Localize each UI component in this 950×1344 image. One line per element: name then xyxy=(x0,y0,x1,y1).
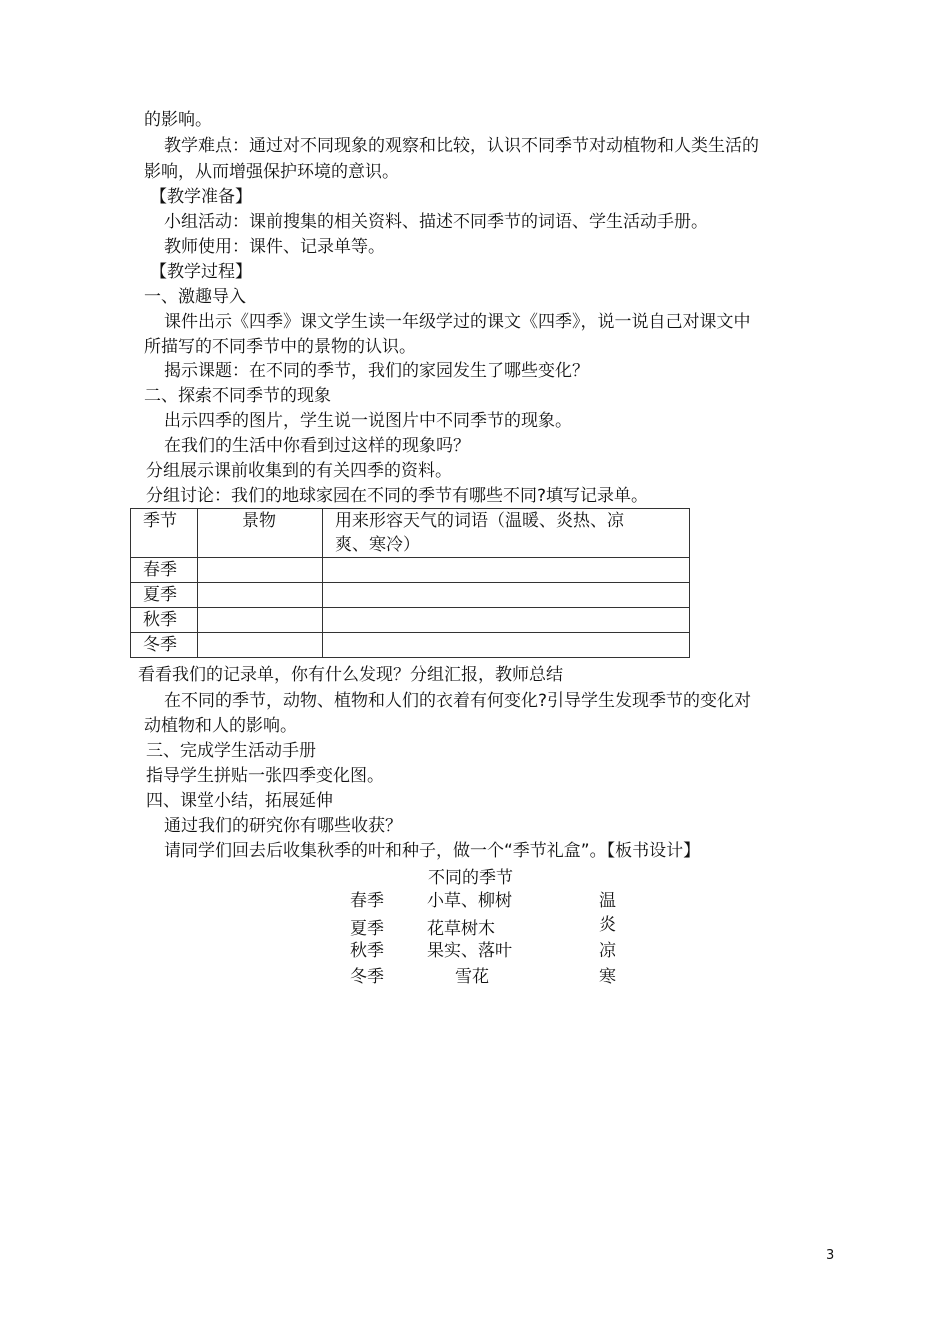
table-cell-season: 夏季 xyxy=(131,583,198,608)
table-cell-scenery xyxy=(198,583,323,608)
step-2-line-1: 出示四季的图片，学生说一说图片中不同季节的现象。 xyxy=(164,411,572,431)
table-row xyxy=(131,633,690,658)
step-2-heading: 二、探索不同季节的现象 xyxy=(144,386,331,406)
table-cell-weather xyxy=(323,633,690,658)
step-3-line-1: 指导学生拼贴一张四季变化图。 xyxy=(146,766,384,786)
board-scene: 果实、落叶 xyxy=(427,941,512,961)
board-scene: 花草树木 xyxy=(427,919,495,939)
preparation-line-2: 教师使用：课件、记录单等。 xyxy=(164,237,385,257)
section-heading-preparation: 【教学准备】 xyxy=(150,187,252,207)
step-1-heading: 一、激趣导入 xyxy=(144,287,246,307)
preparation-line-1: 小组活动：课前搜集的相关资料、描述不同季节的词语、学生活动手册。 xyxy=(164,212,708,232)
header-weather-words-line-1: 用来形容天气的词语（温暖、炎热、凉 xyxy=(335,511,624,531)
board-season: 春季 xyxy=(350,891,384,911)
table-row xyxy=(131,583,690,608)
step-4-line-1: 通过我们的研究你有哪些收获？ xyxy=(164,816,402,836)
table-cell-scenery xyxy=(198,608,323,633)
step-4-line-2: 请同学们回去后收集秋季的叶和种子，做一个“季节礼盒”。【板书设计】 xyxy=(164,841,701,861)
board-title: 不同的季节 xyxy=(428,868,513,888)
board-scene: 雪花 xyxy=(455,967,489,987)
table-row xyxy=(131,558,690,583)
table-cell-season: 冬季 xyxy=(131,633,198,658)
difficulty-line-2: 影响，从而增强保护环境的意识。 xyxy=(144,162,399,182)
table-cell-season: 春季 xyxy=(131,558,198,583)
board-scene: 小草、柳树 xyxy=(427,891,512,911)
header-weather-words xyxy=(323,509,690,558)
board-word: 凉 xyxy=(599,941,616,961)
step-3-heading: 三、完成学生活动手册 xyxy=(146,741,316,761)
board-season: 冬季 xyxy=(350,967,384,987)
table-cell-scenery xyxy=(198,633,323,658)
header-scenery: 景物 xyxy=(198,509,323,558)
step-1-line-1: 课件出示《四季》课文学生读一年级学过的课文《四季》，说一说自己对课文中 xyxy=(164,312,751,332)
table-cell-weather xyxy=(323,583,690,608)
difficulty-line-1: 教学难点：通过对不同现象的观察和比较，认识不同季节对动植物和人类生活的 xyxy=(164,136,759,156)
board-word: 温 xyxy=(599,891,616,911)
header-weather-words-line-2: 爽、寒冷） xyxy=(335,535,420,555)
step-2-line-4: 分组讨论：我们的地球家园在不同的季节有哪些不同?填写记录单。 xyxy=(146,486,649,506)
record-table xyxy=(130,508,690,658)
page-number: 3 xyxy=(826,1248,835,1263)
header-season: 季节 xyxy=(131,509,198,558)
step-1-line-3: 揭示课题：在不同的季节，我们的家园发生了哪些变化？ xyxy=(164,361,589,381)
step-2-line-3: 分组展示课前收集到的有关四季的资料。 xyxy=(146,461,452,481)
step-1-line-2: 所描写的不同季节中的景物的认识。 xyxy=(144,337,416,357)
paragraph-line: 的影响。 xyxy=(144,110,212,130)
table-cell-season: 秋季 xyxy=(131,608,198,633)
board-season: 秋季 xyxy=(350,941,384,961)
step-2-line-6: 在不同的季节，动物、植物和人们的衣着有何变化?引导学生发现季节的变化对 xyxy=(164,691,752,711)
board-word: 寒 xyxy=(599,967,616,987)
step-4-heading: 四、课堂小结，拓展延伸 xyxy=(146,791,333,811)
step-2-line-7: 动植物和人的影响。 xyxy=(144,716,297,736)
step-2-line-2: 在我们的生活中你看到过这样的现象吗？ xyxy=(164,436,470,456)
table-row xyxy=(131,608,690,633)
board-word: 炎 xyxy=(599,915,616,935)
record-table-header-row xyxy=(131,509,690,558)
step-2-line-5: 看看我们的记录单，你有什么发现？分组汇报，教师总结 xyxy=(138,665,563,685)
table-cell-scenery xyxy=(198,558,323,583)
board-season: 夏季 xyxy=(350,919,384,939)
table-cell-weather xyxy=(323,608,690,633)
section-heading-process: 【教学过程】 xyxy=(150,262,252,282)
table-cell-weather xyxy=(323,558,690,583)
